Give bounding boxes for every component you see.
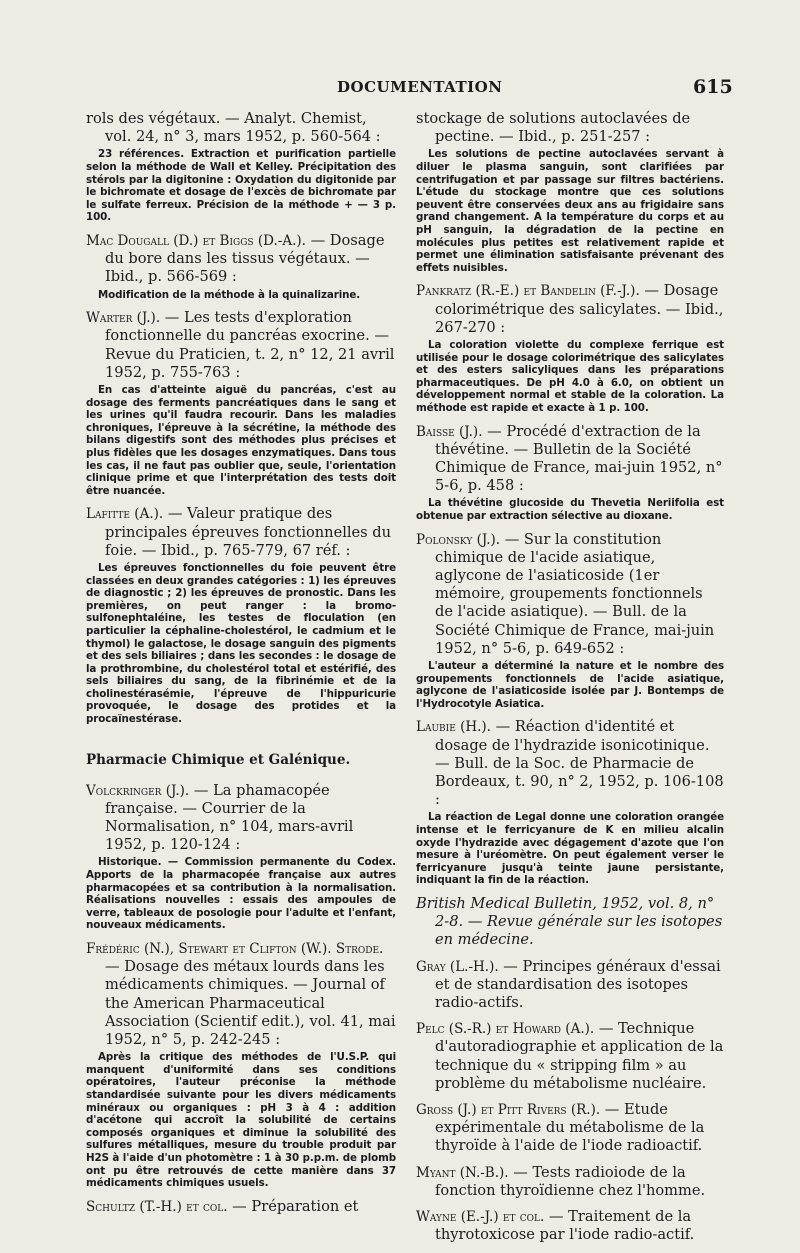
citation [416,423,724,496]
citation [416,110,724,146]
abstract: 23 références. Extraction et purification partielle selon la méthode de Wall et Kelley. Précipitation des stérols par la digitonine : Oxydation du digitonide par le bichromate et dosage de l'excès de bichromate par le sulfate ferreux. Précision de la méthode + — 3 p. 100. [86,148,396,224]
citation [416,1020,724,1093]
abstract: Après la critique des méthodes de l'U.S.P. qui manquent d'uniformité dans ses conditions opératoires, l'auteur préconise la méthode standardisée suivante pour les divers médicaments minéraux ou organiques : pH 3 à 4 : addition d'acétone qui accroît la solubilité de certains composés organiques et diminue la solubilité des sulfures métalliques, mesure du trouble produit par H2S à l'aide d'un photomètre : 1 à 30 p.p.m. de plomb ont pu être retrouvés de cette manière dans 37 médicaments chimiques usuels. [86,1051,396,1190]
citation-text: — Réaction d'identité et dosage de l'hydrazide isonicotinique. — Bull. de la Soc. de Pharmacie de Bordeaux, t. 90, n° 2, 1952, p. 106-108 : [435,718,724,809]
author: Mac Dougall (D.) et Biggs (D.-A.). [86,232,306,249]
bibliography-entry [416,1164,724,1200]
citation [416,1208,724,1244]
author: Frédéric (N.), Stewart et Clifton (W.). Strode. [86,941,384,958]
author: Myant (N.-B.). [416,1164,509,1181]
citation-text: — Technique d'autoradiographie et application de la technique du « stripping film » au problème du métabolisme nucléaire. [435,1020,724,1092]
bibliography-entry [416,1208,724,1244]
bibliography-entry [416,1101,724,1156]
abstract: En cas d'atteinte aiguë du pancréas, c'est au dosage des ferments pancréatiques dans le sang et les urines qu'il faudra recourir. Dans les maladies chroniques, l'épreuve à la sécrétine, la méthode des bilans digestifs sont des méthodes plus précises et plus fidèles que les dosages enzymatiques. Dans tous les cas, il ne faut pas oublier que, seule, l'orientation clinique prime et que l'interprétation des tests doit être nuancée. [86,383,396,497]
citation [86,232,396,287]
abstract: La réaction de Legal donne une coloration orangée intense et le ferricyanure de K en milieu alcalin oxyde l'hydrazide avec dégagement d'azote que l'on mesure à l'uréomètre. On peut également verser le ferricyanure jusqu'à teinte jaune persistante, indiquant la fin de la réaction. [416,811,724,887]
bibliography-entry [86,1198,396,1216]
bibliography-entry [416,282,724,414]
page-header [0,76,800,100]
citation [86,505,396,560]
abstract: La thévétine glucoside du Thevetia Neriifolia est obtenue par extraction sélective au dioxane. [416,497,724,522]
citation [416,1101,724,1156]
citation-text: British Medical Bulletin, 1952, vol. 8, n° 2-8. — Revue générale sur les isotopes en médecine. [416,894,723,949]
author: Wayne (E.-J.) et col. [416,1208,545,1225]
page-number: 615 [693,76,733,98]
citation-text: — Dosage du bore dans les tissus végétaux. — Ibid., p. 566-569 : [105,231,385,286]
bibliography-entry [416,531,724,711]
author: Pelc (S.-R.) et Howard (A.). [416,1021,595,1038]
running-title: DOCUMENTATION [337,78,503,96]
author: Baisse (J.). [416,423,483,440]
bibliography-entry [416,718,724,887]
citation-text: — Traitement de la thyrotoxicose par l'iode radio-actif. [435,1207,695,1244]
citation [416,958,724,1013]
citation [86,309,396,382]
citation [86,940,396,1049]
citation [416,282,724,337]
citation [416,531,724,658]
citation-text: — La phamacopée française. — Courrier de la Normalisation, n° 104, mars-avril 1952, p. 120-124 : [105,781,354,854]
bibliography-entry [416,423,724,523]
citation-text: — Sur la constitution chimique de l'acide asiatique, aglycone de l'asiaticoside (1er mémoire, groupements fonctionnels de l'acide asiatique). — Bull. de la Société Chimique de France, mai-juin 1952, n° 5-6, p. 649-652 : [435,530,715,657]
author: Lafitte (A.). [86,506,164,523]
bibliography-entry [86,505,396,725]
citation-text: — Etude expérimentale du métabolisme de la thyroïde à l'aide de l'iode radioactif. [435,1100,705,1155]
abstract: Les solutions de pectine autoclavées servant à diluer le plasma sanguin, sont clarifiées par centrifugation et par passage sur filtres bactériens. L'étude du stockage montre que ces solutions peuvent être conservées deux ans au frigidaire sans grand changement. A la température du corps et au pH sanguin, la dégradation de la pectine en molécules plus petites est relativement rapide et permet une élimination satisfaisante prévenant des effets nuisibles. [416,148,724,274]
citation-text: — Dosage des métaux lourds dans les médicaments chimiques. — Journal of the American Pharmaceutical Association (Scientif edit.), vol. 41, mai 1952, n° 5, p. 242-245 : [105,958,396,1049]
citation-text: — Tests radioiode de la fonction thyroïdienne chez l'homme. [435,1163,706,1199]
bibliography-entry [416,1020,724,1093]
author: Gray (L.-H.). [416,958,499,975]
citation [416,1164,724,1200]
bibliography-entry [86,232,396,301]
citation-text: — Les tests d'exploration fonctionnelle du pancréas exocrine. — Revue du Praticien, t. 2, n° 12, 21 avril 1952, p. 755-763 : [105,309,395,381]
citation-text: — Dosage colorimétrique des salicylates. — Ibid., 267-270 : [435,282,724,336]
author: Gross (J.) et Pitt Rivers (R.). [416,1101,601,1118]
abstract: Modification de la méthode à la quinalizarine. [98,288,361,301]
citation [416,895,724,950]
bibliography-entry [86,940,396,1190]
abstract: L'auteur a déterminé la nature et le nombre des groupements fonctionnels de l'acide asiatique, aglycone de l'asiaticoside isolée par J. Bontemps de l'Hydrocotyle Asiatica. [416,659,724,710]
citation-text: — Valeur pratique des principales épreuves fonctionnelles du foie. — Ibid., p. 765-779, 67 réf. : [105,505,392,559]
bibliography-entry [416,895,724,950]
author: Warter (J.). [86,310,161,327]
citation-text: stockage de solutions autoclavées de pectine. — Ibid., p. 251-257 : [416,110,691,146]
bibliography-entry [416,958,724,1013]
citation [416,718,724,809]
bibliography-entry [86,110,396,224]
citation [86,782,396,855]
citation [86,1198,396,1216]
citation-text: rols des végétaux. — Analyt. Chemist, vol. 24, n° 3, mars 1952, p. 560-564 : [86,110,381,146]
bibliography-entry [86,782,396,932]
section-heading: Pharmacie Chimique et Galénique. [86,751,351,768]
author: Volckringer (J.). [86,782,190,799]
author: Pankratz (R.-E.) et Bandelin (F.-J.). [416,283,640,300]
abstract: Historique. — Commission permanente du Codex. Apports de la pharmacopée française aux autres pharmacopées et sa contribution à la normalisation. Réalisations nouvelles : essais des ampoules de verre, tableaux de posologie pour l'adulte et l'enfant, nouveaux médicaments. [86,856,396,932]
author: Laubie (H.). [416,719,491,736]
citation [86,110,396,146]
left-column [86,110,396,1224]
right-column [416,110,724,1252]
citation-text: — Procédé d'extraction de la thévétine. — Bulletin de la Société Chimique de France, mai-juin 1952, n° 5-6, p. 458 : [435,422,723,495]
bibliography-entry [416,110,724,274]
abstract: Les épreuves fonctionnelles du foie peuvent être classées en deux grandes catégories : 1) les épreuves de diagnostic ; 2) les épreuves de pronostic. Dans les premières, on peut ranger : la bromo-sulfonephtaléine, les testes de floculation (en particulier la céphaline-cholestérol, le cadmium et le thymol) le galactose, le dosage sanguin des pigments et des sels biliaires ; dans les secondes : le dosage de la prothrombine, du cholestérol total et estérifié, des sels biliaires du sang, de la fibrinémie et de la cholinestérasémie, l'épreuve de l'hippuricurie provoquée, le dosage des protides et la procaïnestérase. [86,561,396,726]
abstract: La coloration violette du complexe ferrique est utilisée pour le dosage colorimétrique des salicylates et des esters salicyliques dans les préparations pharmaceutiques. De pH 4.0 à 6.0, on obtient un développement normal et stable de la coloration. La méthode est rapide et exacte à 1 p. 100. [416,338,724,414]
bibliography-entry [86,309,396,497]
citation-text: — Préparation et [232,1197,359,1215]
author: Polonsky (J.). [416,531,501,548]
citation-text: — Principes généraux d'essai et de standardisation des isotopes radio-actifs. [435,957,721,1011]
author: Schultz (T.-H.) et col. [86,1198,228,1215]
